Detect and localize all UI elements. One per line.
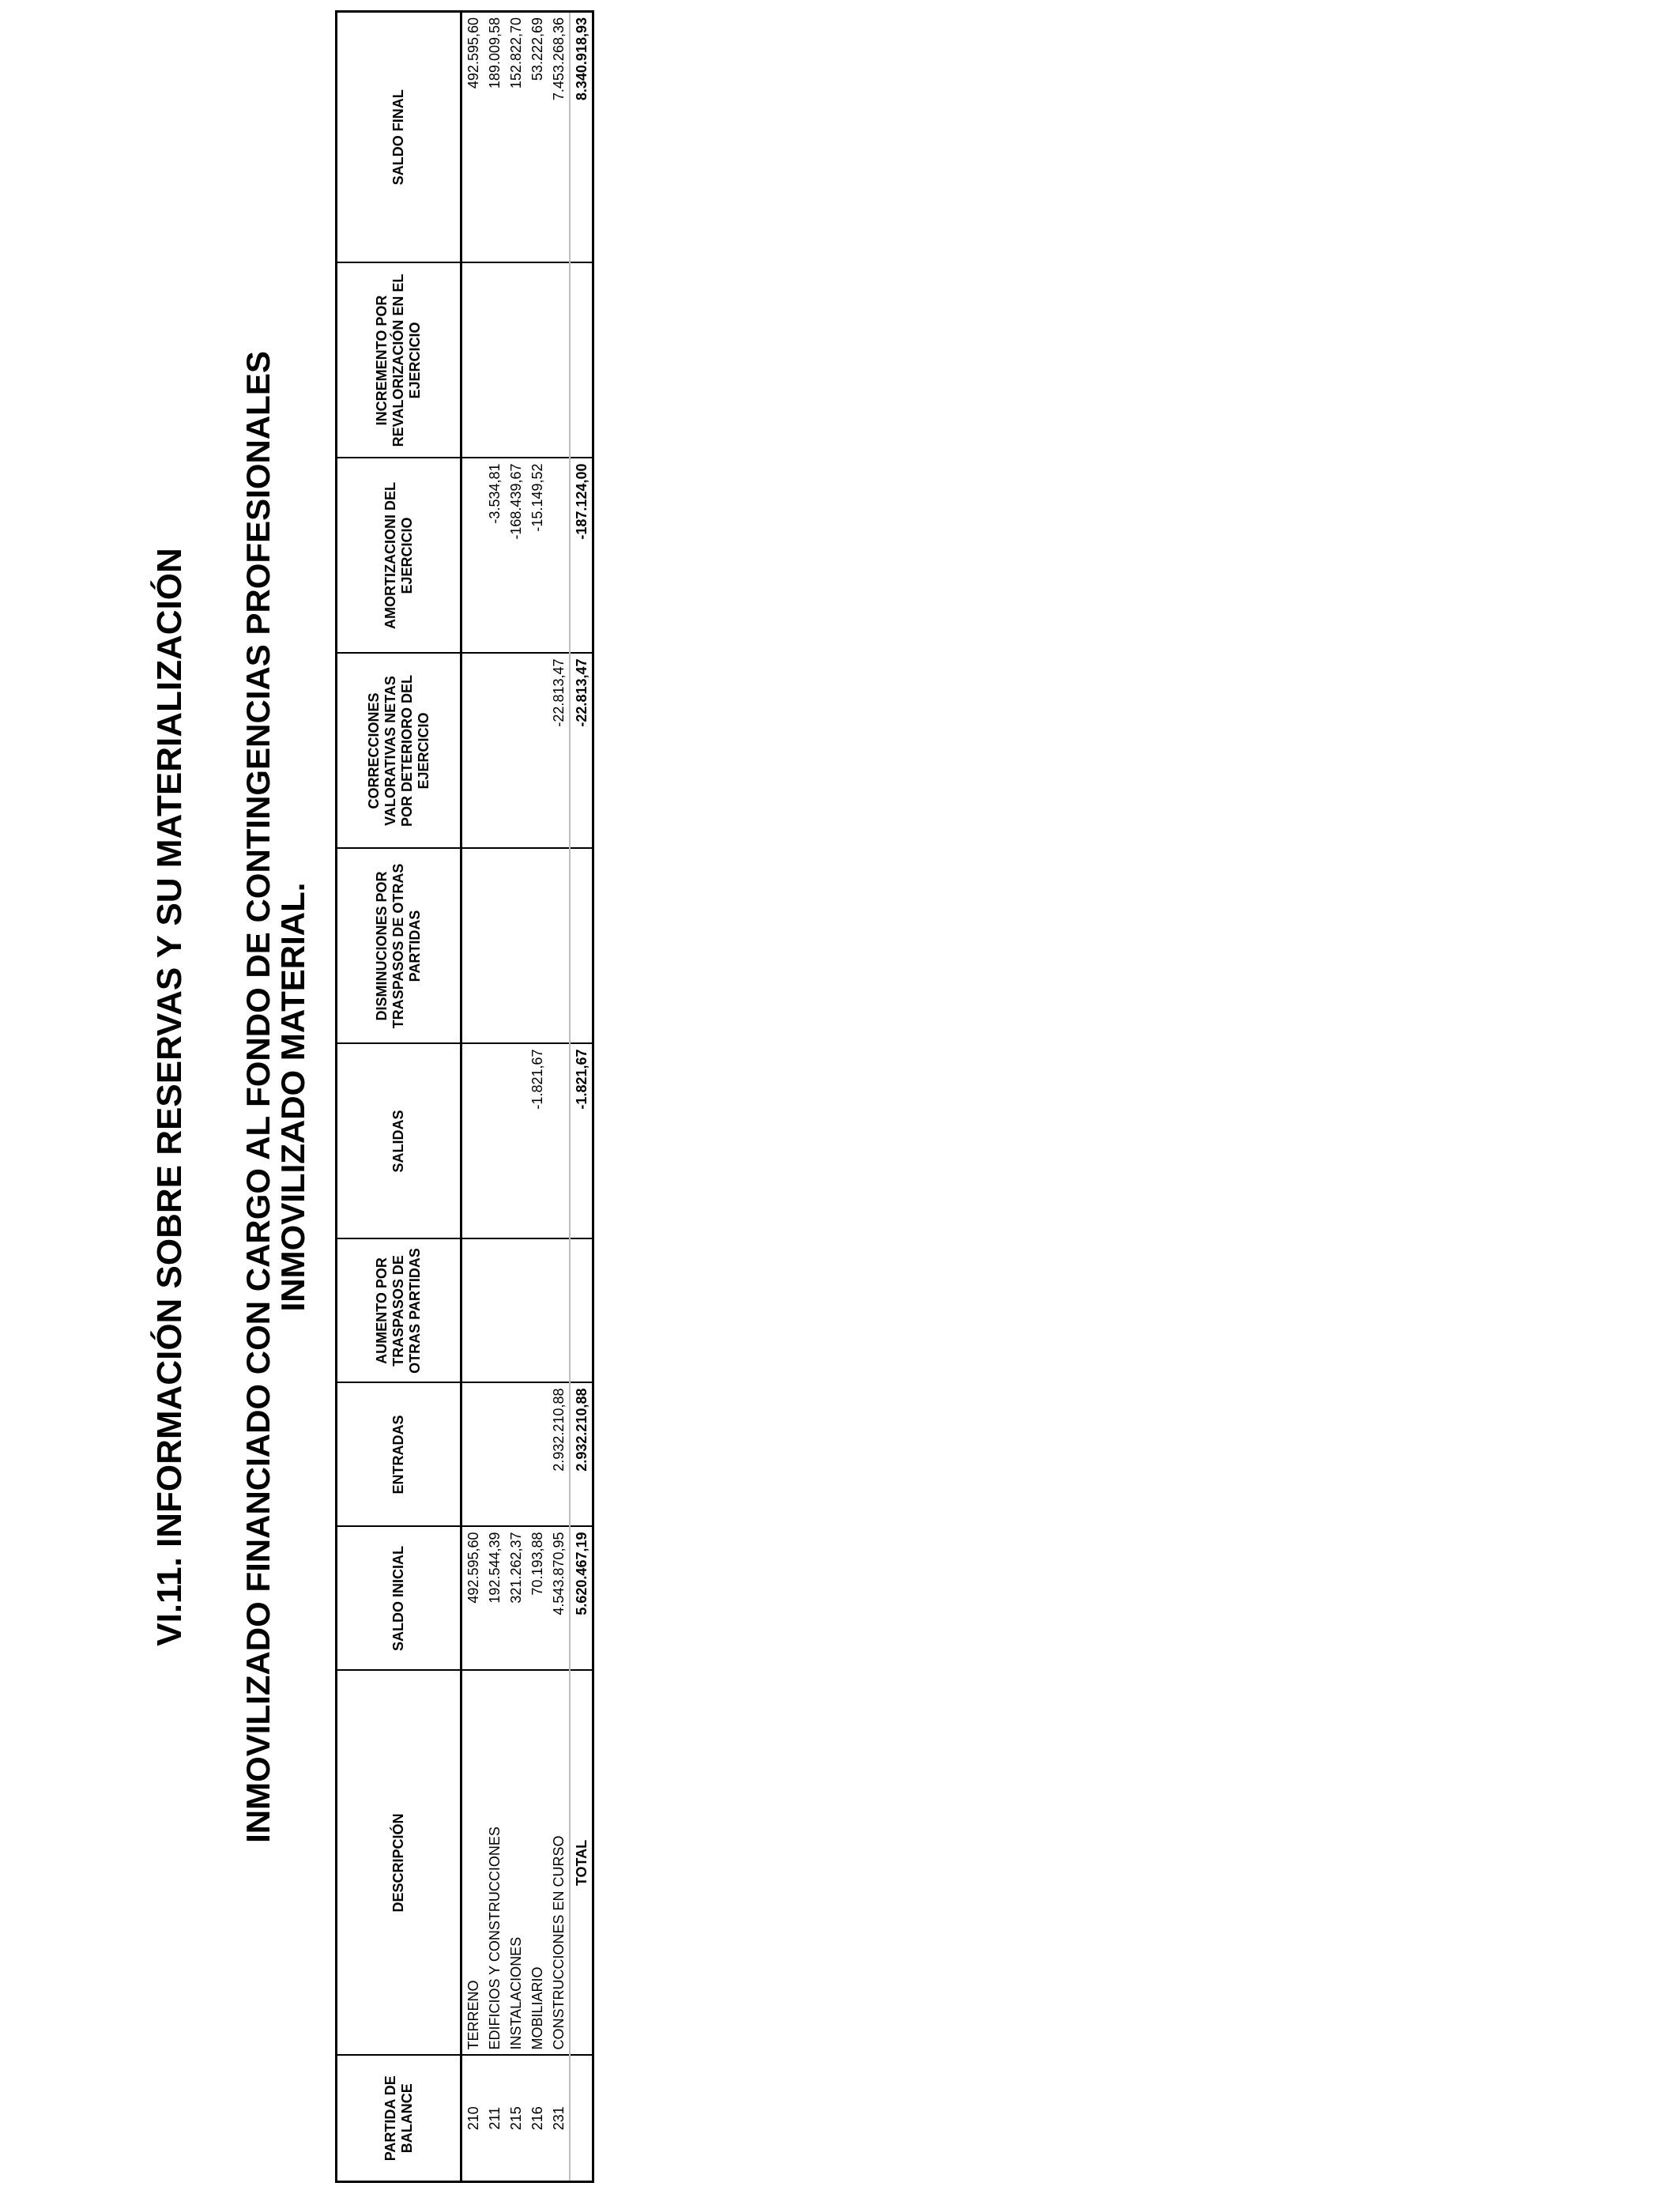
cell-aumento: [484, 1239, 505, 1383]
cell-salidas: [548, 1044, 570, 1239]
cell-correcciones: [505, 654, 526, 849]
cell-correcciones: [484, 654, 505, 849]
total-row: [570, 12, 593, 2182]
cell-amortizaciones: [548, 458, 570, 654]
cell-incremento: [505, 263, 526, 458]
header-incremento: INCREMENTO POR REVALORIZACIÓN EN EL EJERCICIO: [337, 263, 461, 458]
cell-correcciones: [461, 654, 484, 849]
total-incremento: [570, 263, 593, 458]
cell-saldo-final: 189.009,58: [484, 12, 505, 263]
header-entradas: ENTRADAS: [337, 1383, 461, 1527]
cell-descripcion: CONSTRUCCIONES EN CURSO: [548, 1671, 570, 2056]
total-disminuciones: [570, 849, 593, 1044]
table-row: [526, 12, 548, 2182]
cell-incremento: [461, 263, 484, 458]
cell-amortizaciones: -15.149,52: [526, 458, 548, 654]
total-correcciones: -22.813,47: [570, 654, 593, 849]
header-saldo-inicial: SALDO INICIAL: [337, 1527, 461, 1671]
cell-descripcion: MOBILIARIO: [526, 1671, 548, 2056]
header-partida: PARTIDA DE BALANCE: [337, 2056, 461, 2182]
cell-salidas: [461, 1044, 484, 1239]
cell-correcciones: [526, 654, 548, 849]
header-disminuciones: DISMINUCIONES POR TRASPASOS DE OTRAS PARTIDAS: [337, 849, 461, 1044]
cell-incremento: [484, 263, 505, 458]
header-aumento: AUMENTO POR TRASPASOS DE OTRAS PARTIDAS: [337, 1239, 461, 1383]
cell-partida: 211: [484, 2056, 505, 2182]
total-salidas: -1.821,67: [570, 1044, 593, 1239]
header-amortizaciones: AMORTIZACIONI DEL EJERCICIO: [337, 458, 461, 654]
cell-disminuciones: [548, 849, 570, 1044]
cell-aumento: [505, 1239, 526, 1383]
cell-aumento: [526, 1239, 548, 1383]
cell-entradas: 2.932.210,88: [548, 1383, 570, 1527]
cell-saldo-final: 53.222,69: [526, 12, 548, 263]
cell-salidas: [484, 1044, 505, 1239]
cell-entradas: [526, 1383, 548, 1527]
cell-aumento: [548, 1239, 570, 1383]
subtitle-line-1: INMOVILIZADO FINANCIADO CON CARGO AL FONDO DE CONTINGENCIAS PROFESIONALES: [239, 351, 277, 1843]
reserves-table: [335, 10, 594, 2183]
cell-correcciones: -22.813,47: [548, 654, 570, 849]
total-entradas: 2.932.210,88: [570, 1383, 593, 1527]
table-row: [461, 12, 484, 2182]
page-title: VI.11. INFORMACIÓN SOBRE RESERVAS Y SU MATERIALIZACIÓN: [150, 548, 189, 1646]
cell-amortizaciones: -3.534,81: [484, 458, 505, 654]
table-row: [484, 12, 505, 2182]
header-salidas: SALIDAS: [337, 1044, 461, 1239]
cell-partida: 231: [548, 2056, 570, 2182]
cell-entradas: [484, 1383, 505, 1527]
cell-salidas: -1.821,67: [526, 1044, 548, 1239]
total-label: TOTAL: [570, 1671, 593, 2056]
cell-partida: 215: [505, 2056, 526, 2182]
cell-descripcion: EDIFICIOS Y CONSTRUCCIONES: [484, 1671, 505, 2056]
cell-saldo-final: 152.822,70: [505, 12, 526, 263]
cell-disminuciones: [484, 849, 505, 1044]
table-row: [505, 12, 526, 2182]
cell-saldo-inicial: 492.595,60: [461, 1527, 484, 1671]
cell-aumento: [461, 1239, 484, 1383]
total-aumento: [570, 1239, 593, 1383]
cell-incremento: [548, 263, 570, 458]
cell-partida: [570, 2056, 593, 2182]
cell-salidas: [505, 1044, 526, 1239]
header-descripcion: DESCRIPCIÓN: [337, 1671, 461, 2056]
cell-entradas: [505, 1383, 526, 1527]
cell-disminuciones: [526, 849, 548, 1044]
cell-saldo-final: 7.453.268,36: [548, 12, 570, 263]
cell-partida: 210: [461, 2056, 484, 2182]
cell-saldo-final: 492.595,60: [461, 12, 484, 263]
page-subtitle: [241, 0, 311, 2194]
cell-descripcion: INSTALACIONES: [505, 1671, 526, 2056]
cell-incremento: [526, 263, 548, 458]
cell-disminuciones: [461, 849, 484, 1044]
header-correcciones: CORRECCIONES VALORATIVAS NETAS POR DETERIORO DEL EJERCICIO: [337, 654, 461, 849]
total-saldo-inicial: 5.620.467,19: [570, 1527, 593, 1671]
cell-saldo-inicial: 321.262,37: [505, 1527, 526, 1671]
header-row: [337, 12, 461, 2182]
cell-saldo-inicial: 70.193,88: [526, 1527, 548, 1671]
cell-amortizaciones: [461, 458, 484, 654]
table-row: [548, 12, 570, 2182]
cell-disminuciones: [505, 849, 526, 1044]
cell-saldo-inicial: 192.544,39: [484, 1527, 505, 1671]
cell-entradas: [461, 1383, 484, 1527]
cell-saldo-inicial: 4.543.870,95: [548, 1527, 570, 1671]
total-amortizaciones: -187.124,00: [570, 458, 593, 654]
cell-partida: 216: [526, 2056, 548, 2182]
cell-amortizaciones: -168.439,67: [505, 458, 526, 654]
cell-descripcion: TERRENO: [461, 1671, 484, 2056]
header-saldo-final: SALDO FINAL: [337, 12, 461, 263]
subtitle-line-2: INMOVILIZADO MATERIAL.: [274, 882, 311, 1312]
total-saldo-final: 8.340.918,93: [570, 12, 593, 263]
